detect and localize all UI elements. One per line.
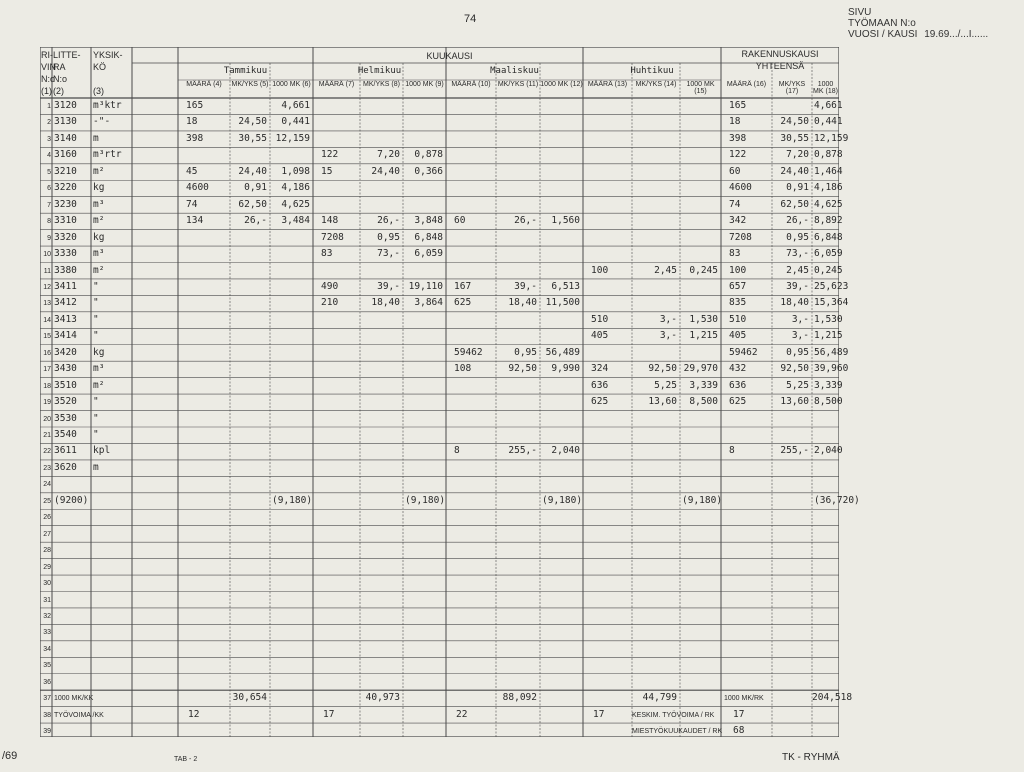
vuosi-value: 19.69.../...I...... [924, 29, 989, 40]
row-number: 10 [43, 251, 51, 259]
row-cell: 3,- [659, 330, 677, 342]
row-cell: 18,40 [371, 297, 400, 309]
row-cell: 18,40 [780, 297, 809, 309]
row-cell: 8,500 [814, 396, 843, 408]
man-months: 68 [733, 725, 745, 737]
subheader: 1000 MK (6) [272, 81, 311, 88]
row-code: (9200) [54, 494, 89, 506]
monthly-workforce: 17 [593, 708, 605, 720]
row-code: 3611 [54, 445, 77, 457]
row-cell: 5,25 [786, 379, 809, 391]
row-cell: 2,45 [786, 264, 809, 276]
row-number: 4 [47, 152, 51, 160]
row-cell: 8,892 [814, 215, 843, 227]
row-code: 3413 [54, 313, 77, 325]
row-cell: 7,20 [786, 149, 809, 161]
row-unit: " [93, 297, 99, 309]
row-cell: 24,50 [780, 116, 809, 128]
row-cell: 0,95 [514, 346, 537, 358]
row-cell: 636 [591, 379, 609, 391]
row-cell: 100 [591, 264, 609, 276]
header-littera: LITTE- RA N:o (2) [53, 50, 81, 96]
row-cell: 4,625 [281, 198, 310, 210]
row-unit: m² [93, 264, 105, 276]
subheader: MK/YKS (17) [778, 81, 806, 95]
row-cell: 4,661 [281, 100, 310, 111]
row-cell: 255,- [508, 445, 537, 457]
row-number-38: 38 [43, 711, 51, 719]
row-cell: 835 [729, 297, 747, 309]
row-unit: m² [93, 215, 105, 227]
row-number: 36 [43, 678, 51, 686]
row-cell: 0,95 [786, 231, 809, 243]
row-number: 18 [43, 382, 51, 390]
row-number: 32 [43, 612, 51, 620]
season-total: 204,518 [812, 692, 853, 704]
row-cell: 92,50 [780, 363, 809, 375]
row-cell: 165 [186, 100, 204, 111]
row-cell: 60 [729, 165, 741, 177]
row-cell: 73,- [377, 248, 400, 260]
row-cell: 2,040 [814, 445, 843, 457]
row-unit: kg [93, 182, 105, 194]
row-number: 28 [43, 547, 51, 555]
row-number: 25 [43, 497, 51, 505]
row-cell: (9,180) [272, 494, 313, 506]
row-number: 8 [47, 218, 51, 226]
row-cell: 3,- [791, 330, 809, 342]
row-number: 19 [43, 399, 51, 407]
subheader: MK/YKS (14) [635, 81, 677, 88]
row-cell: 405 [729, 330, 747, 342]
row-number: 5 [47, 168, 51, 176]
month-header: Tammikuu [223, 66, 268, 76]
row-cell: 398 [729, 132, 747, 144]
row-cell: 12,159 [275, 132, 310, 144]
vuosi-label: VUOSI / KAUSI [848, 29, 918, 40]
row-code: 3230 [54, 198, 77, 210]
row-cell: 2,040 [551, 445, 580, 457]
page-number: 74 [464, 13, 477, 25]
tyomaan-label: TYÖMAAN N:o [848, 18, 916, 29]
row-number: 15 [43, 333, 51, 341]
row-cell: 405 [591, 330, 609, 342]
subheader: 1000 MK (9) [405, 81, 444, 88]
row-number: 7 [47, 201, 51, 209]
row-cell: 30,55 [780, 132, 809, 144]
row-code: 3430 [54, 363, 77, 375]
row-unit: m³ [93, 248, 105, 260]
row-cell: 122 [729, 149, 747, 161]
row-number: 27 [43, 530, 51, 538]
row-number: 16 [43, 349, 51, 357]
row-number: 6 [47, 185, 51, 193]
row-cell: 3,484 [281, 215, 310, 227]
subheader: MÄÄRÄ (13) [587, 81, 628, 88]
row-cell: 74 [186, 198, 198, 210]
row-unit: " [93, 412, 99, 424]
row-number: 26 [43, 514, 51, 522]
row-code: 3530 [54, 412, 77, 424]
row-cell: 1,530 [814, 313, 843, 325]
row-cell: 92,50 [648, 363, 677, 375]
row-cell: 7208 [729, 231, 752, 243]
row-cell: 62,50 [238, 198, 267, 210]
row-cell: 39,- [514, 280, 537, 292]
row-unit: kg [93, 346, 105, 358]
row-code: 3220 [54, 182, 77, 194]
monthly-total: 40,973 [365, 692, 400, 704]
row-cell: 83 [729, 248, 741, 260]
row-number: 1 [47, 103, 51, 110]
row-cell: 25,623 [814, 280, 849, 292]
header-yksikko: YKSIK- KÖ (3) [93, 50, 123, 96]
row-cell: 636 [729, 379, 747, 391]
monthly-total: 44,799 [642, 692, 677, 704]
row-number: 13 [43, 300, 51, 308]
row-cell: 74 [729, 198, 741, 210]
label-tyovoima-kk: TYÖVOIMA /KK [54, 711, 104, 719]
row-cell: 6,059 [414, 248, 443, 260]
row-cell: 3,- [791, 313, 809, 325]
row-cell: 342 [729, 215, 747, 227]
row-cell: 18 [186, 116, 198, 128]
row-number: 12 [43, 283, 51, 291]
row-cell: 625 [591, 396, 609, 408]
row-code: 3140 [54, 132, 77, 144]
row-cell: 100 [729, 264, 747, 276]
row-cell: 4,186 [814, 182, 843, 194]
row-code: 3420 [54, 346, 77, 358]
row-cell: 73,- [786, 248, 809, 260]
row-cell: 0,95 [377, 231, 400, 243]
row-cell: 56,489 [545, 346, 580, 358]
subheader: MÄÄRÄ (10) [451, 81, 491, 88]
row-cell: 1,530 [689, 313, 718, 325]
row-cell: 4,661 [814, 100, 843, 111]
row-cell: 432 [729, 363, 747, 375]
row-cell: 56,489 [814, 346, 849, 358]
row-cell: 24,40 [238, 165, 267, 177]
row-code: 3130 [54, 116, 77, 128]
row-cell: 1,464 [814, 165, 843, 177]
row-cell: 7208 [321, 231, 344, 243]
row-cell: 6,848 [414, 231, 443, 243]
row-number: 17 [43, 366, 51, 374]
row-cell: 1,098 [281, 165, 310, 177]
monthly-workforce: 12 [188, 708, 200, 720]
row-number: 21 [43, 432, 51, 439]
row-number: 2 [47, 119, 51, 127]
row-code: 3380 [54, 264, 77, 276]
row-unit: m [93, 132, 99, 144]
subheader: 1000 MK (18) [813, 81, 838, 95]
row-number: 30 [43, 580, 51, 588]
row-code: 3210 [54, 165, 77, 177]
row-cell: 3,339 [689, 379, 718, 391]
row-number: 33 [43, 629, 51, 637]
row-number: 29 [43, 563, 51, 571]
row-unit: m² [93, 379, 105, 391]
row-code: 3320 [54, 231, 77, 243]
monthly-total: 88,092 [502, 692, 537, 704]
subheader: 1000 MK (12) [540, 81, 583, 88]
row-unit: " [93, 330, 99, 342]
header-rakennuskausi: RAKENNUSKAUSI YHTEENSÄ [741, 49, 819, 71]
row-cell: 167 [454, 280, 472, 292]
subheader: MK/YKS (5) [231, 81, 269, 88]
row-cell: 0,441 [814, 116, 843, 128]
row-number: 34 [43, 645, 51, 653]
row-cell: 12,159 [814, 132, 849, 144]
subheader: MK/YKS (11) [497, 81, 539, 88]
row-cell: 5,25 [654, 379, 677, 391]
row-cell: 8 [454, 445, 460, 457]
row-cell: 26,- [514, 215, 537, 227]
row-cell: 510 [591, 313, 609, 325]
row-cell: 0,878 [414, 149, 443, 161]
subheader: 1000 MK (15) [686, 81, 715, 95]
row-number: 20 [43, 415, 51, 423]
row-cell: 8 [729, 445, 735, 457]
monthly-workforce: 22 [456, 708, 468, 720]
row-code: 3620 [54, 461, 77, 473]
label-keskim-tyovoima: KESKIM. TYÖVOIMA / RK [632, 711, 715, 719]
row-unit: " [93, 280, 99, 292]
row-unit: kpl [93, 445, 111, 457]
tk-ryhma-label: TK - RYHMÄ [782, 752, 840, 763]
row-cell: 39,- [786, 280, 809, 292]
row-cell: 0,245 [689, 264, 718, 276]
row-cell: 92,50 [508, 363, 537, 375]
row-cell: 59462 [454, 346, 483, 358]
row-cell: (9,180) [405, 494, 446, 506]
month-header: Helmikuu [357, 66, 402, 76]
row-cell: 83 [321, 248, 333, 260]
row-cell: 13,60 [780, 396, 809, 408]
row-cell: 18 [729, 116, 741, 128]
row-cell: 0,878 [814, 149, 843, 161]
row-unit: m³ [93, 198, 105, 210]
row-cell: 4,186 [281, 182, 310, 194]
monthly-total: 30,654 [232, 692, 267, 704]
row-code: 3412 [54, 297, 77, 309]
row-cell: 0,95 [786, 346, 809, 358]
row-cell: 29,970 [683, 363, 718, 375]
row-number: 35 [43, 662, 51, 670]
row-cell: (9,180) [542, 494, 583, 506]
row-cell: 8,500 [689, 396, 718, 408]
row-cell: 3,864 [414, 297, 443, 309]
row-cell: 4600 [186, 182, 209, 194]
row-code: 3160 [54, 149, 77, 161]
header-rivi: RI- VIN N:o (1) [41, 50, 57, 96]
avg-workforce: 17 [733, 708, 745, 720]
month-header: Huhtikuu [630, 66, 674, 76]
row-unit: " [93, 396, 99, 408]
row-cell: 398 [186, 132, 204, 144]
row-number: 22 [43, 448, 51, 456]
row-code: 3120 [54, 100, 77, 111]
row-cell: 15,364 [814, 297, 849, 309]
subheader: MÄÄRÄ (4) [186, 81, 222, 88]
row-cell: 24,50 [238, 116, 267, 128]
vuosi-line [848, 29, 988, 40]
row-cell: 62,50 [780, 198, 809, 210]
row-cell: 324 [591, 363, 609, 375]
header-kuukausi: KUUKAUSI [426, 51, 473, 61]
row-cell: 26,- [786, 215, 809, 227]
row-cell: 625 [729, 396, 747, 408]
row-number-37: 37 [43, 695, 51, 703]
row-number: 11 [43, 267, 51, 275]
header-info [848, 7, 988, 40]
row-unit: m³rtr [93, 149, 122, 161]
row-cell: 255,- [780, 445, 809, 457]
row-cell: 510 [729, 313, 747, 325]
row-cell: 13,60 [648, 396, 677, 408]
row-cell: 7,20 [377, 149, 400, 161]
row-number-39: 39 [43, 728, 51, 736]
tab-label: TAB - 2 [174, 756, 198, 763]
row-cell: 60 [454, 215, 466, 227]
subheader: MK/YKS (8) [363, 81, 400, 88]
row-cell: 39,- [377, 280, 400, 292]
row-code: 3414 [54, 330, 77, 342]
row-cell: 165 [729, 100, 747, 111]
row-unit: " [93, 429, 99, 440]
row-cell: (36,720) [814, 494, 860, 506]
row-cell: 6,059 [814, 248, 843, 260]
row-cell: (9,180) [682, 494, 723, 506]
label-1000mk-kk: 1000 MK/KK [54, 695, 94, 703]
label-1000mk-rk: 1000 MK/RK [724, 695, 764, 703]
row-code: 3510 [54, 379, 77, 391]
row-code: 3330 [54, 248, 77, 260]
row-unit: m² [93, 165, 105, 177]
row-code: 3540 [54, 429, 77, 440]
row-cell: 3,339 [814, 379, 843, 391]
row-cell: 1,215 [689, 330, 718, 342]
row-code: 3520 [54, 396, 77, 408]
row-cell: 26,- [244, 215, 267, 227]
row-cell: 18,40 [508, 297, 537, 309]
row-cell: 9,990 [551, 363, 580, 375]
row-unit: " [93, 313, 99, 325]
row-number: 9 [47, 234, 51, 242]
row-unit: m³ktr [93, 100, 122, 111]
row-cell: 1,215 [814, 330, 843, 342]
row-cell: 24,40 [780, 165, 809, 177]
row-cell: 4600 [729, 182, 752, 194]
row-cell: 45 [186, 165, 198, 177]
subheader: MÄÄRÄ (16) [726, 81, 767, 88]
monthly-workforce: 17 [323, 708, 335, 720]
row-number: 14 [43, 316, 51, 324]
sivu-label: SIVU [848, 7, 872, 18]
row-cell: 6,848 [814, 231, 843, 243]
row-cell: 0,245 [814, 264, 843, 276]
row-cell: 210 [321, 297, 339, 309]
row-cell: 11,500 [545, 297, 580, 309]
row-cell: 6,513 [551, 280, 580, 292]
row-number: 31 [43, 596, 51, 604]
row-number: 3 [47, 135, 51, 143]
row-cell: 625 [454, 297, 472, 309]
row-unit: m³ [93, 363, 105, 375]
row-cell: 2,45 [654, 264, 677, 276]
row-cell: 134 [186, 215, 204, 227]
row-cell: 657 [729, 280, 747, 292]
row-cell: 30,55 [238, 132, 267, 144]
row-cell: 1,560 [551, 215, 580, 227]
row-cell: 15 [321, 165, 333, 177]
row-cell: 490 [321, 280, 339, 292]
row-cell: 4,625 [814, 198, 843, 210]
row-cell: 59462 [729, 346, 758, 358]
month-header: Maaliskuu [490, 66, 539, 76]
cost-sheet-table [40, 47, 860, 737]
row-code: 3310 [54, 215, 77, 227]
row-cell: 24,40 [371, 165, 400, 177]
row-unit: -"- [93, 116, 111, 128]
row-cell: 26,- [377, 215, 400, 227]
row-cell: 122 [321, 149, 339, 161]
subheader: MÄÄRÄ (7) [318, 81, 355, 88]
row-cell: 19,110 [408, 280, 443, 292]
row-cell: 3,- [659, 313, 677, 325]
row-cell: 3,848 [414, 215, 443, 227]
row-cell: 0,441 [281, 116, 310, 128]
label-miestyokuukaudet: MIESTYÖKUUKAUDET / RK [632, 728, 723, 736]
row-cell: 39,960 [814, 363, 849, 375]
row-cell: 108 [454, 363, 472, 375]
row-unit: kg [93, 231, 105, 243]
bottom-left-note: /69 [2, 750, 18, 762]
row-number: 23 [43, 464, 51, 472]
row-code: 3411 [54, 280, 77, 292]
row-cell: 0,91 [244, 182, 267, 194]
row-unit: m [93, 461, 99, 473]
row-cell: 0,366 [414, 165, 443, 177]
row-cell: 148 [321, 215, 339, 227]
row-number: 24 [43, 481, 51, 489]
row-cell: 0,91 [786, 182, 809, 194]
